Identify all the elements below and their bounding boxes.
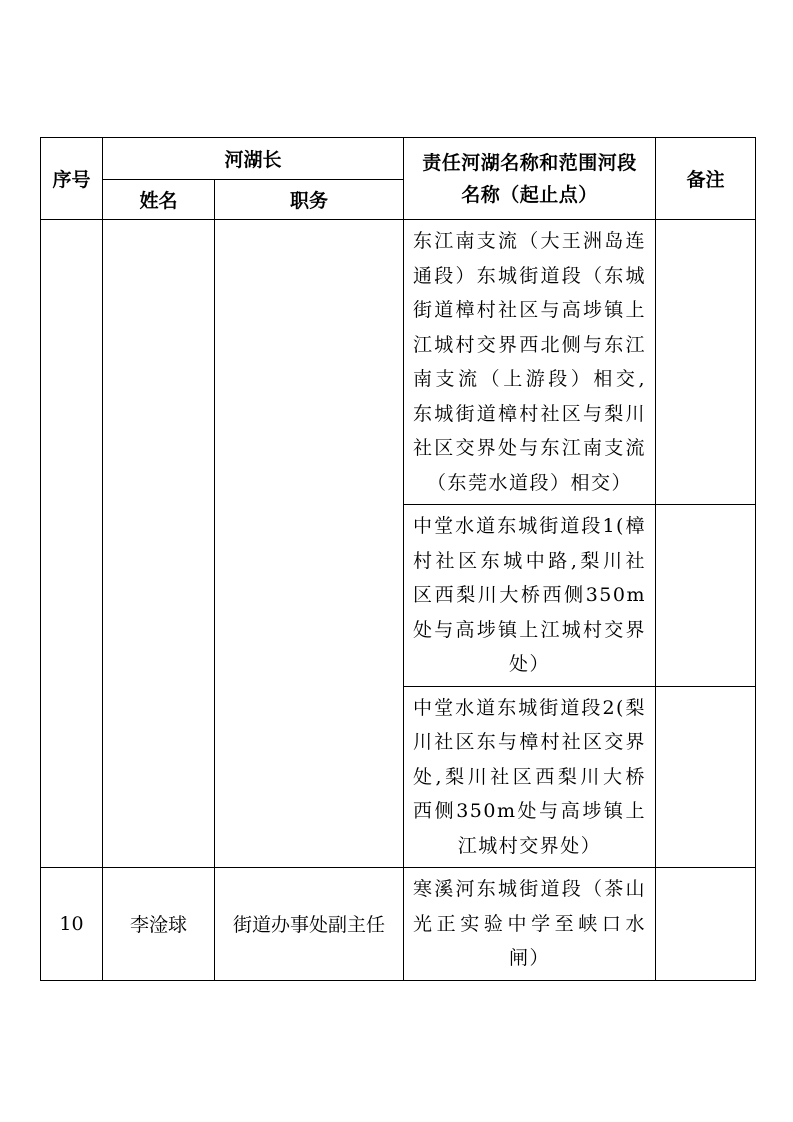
cell-position	[215, 220, 404, 868]
table-row	[41, 220, 756, 505]
cell-remark	[656, 686, 756, 868]
responsibility-text: 中堂水道东城街道段1(樟村社区东城中路,梨川社区西梨川大桥西侧350m处与高埗镇上江城村交界处）	[413, 515, 647, 675]
cell-remark	[656, 220, 756, 505]
cell-name: 李淦球	[103, 868, 215, 981]
cell-seq: 10	[41, 868, 103, 981]
responsibility-text: 寒溪河东城街道段（茶山光正实验中学至峡口水闸）	[413, 878, 647, 969]
cell-remark	[656, 868, 756, 981]
header-position: 职务	[215, 180, 404, 220]
header-name: 姓名	[103, 180, 215, 220]
responsibility-text: 中堂水道东城街道段2(梨川社区东与樟村社区交界处,梨川社区西梨川大桥西侧350m处与高埗镇上江城村交界处）	[413, 696, 647, 857]
river-chief-table	[40, 137, 756, 981]
cell-seq	[41, 220, 103, 868]
cell-responsibility	[404, 868, 656, 981]
header-seq: 序号	[41, 138, 103, 220]
cell-name	[103, 220, 215, 868]
header-row-1	[41, 138, 756, 180]
header-responsibility-text: 责任河湖名称和范围河段名称（起止点）	[422, 151, 637, 206]
header-river-chief: 河湖长	[103, 138, 404, 180]
responsibility-text: 东江南支流（大王洲岛连通段）东城街道段（东城街道樟村社区与高埗镇上江城村交界西北侧与东江南支流（上游段）相交,东城街道樟村社区与梨川社区交界处与东江南支流（东莞水道段）相交）	[413, 230, 647, 494]
cell-responsibility	[404, 220, 656, 505]
header-responsibility	[404, 138, 656, 220]
cell-position: 街道办事处副主任	[215, 868, 404, 981]
cell-responsibility	[404, 686, 656, 868]
header-remark: 备注	[656, 138, 756, 220]
cell-remark	[656, 505, 756, 687]
table-row	[41, 868, 756, 981]
cell-responsibility	[404, 505, 656, 687]
